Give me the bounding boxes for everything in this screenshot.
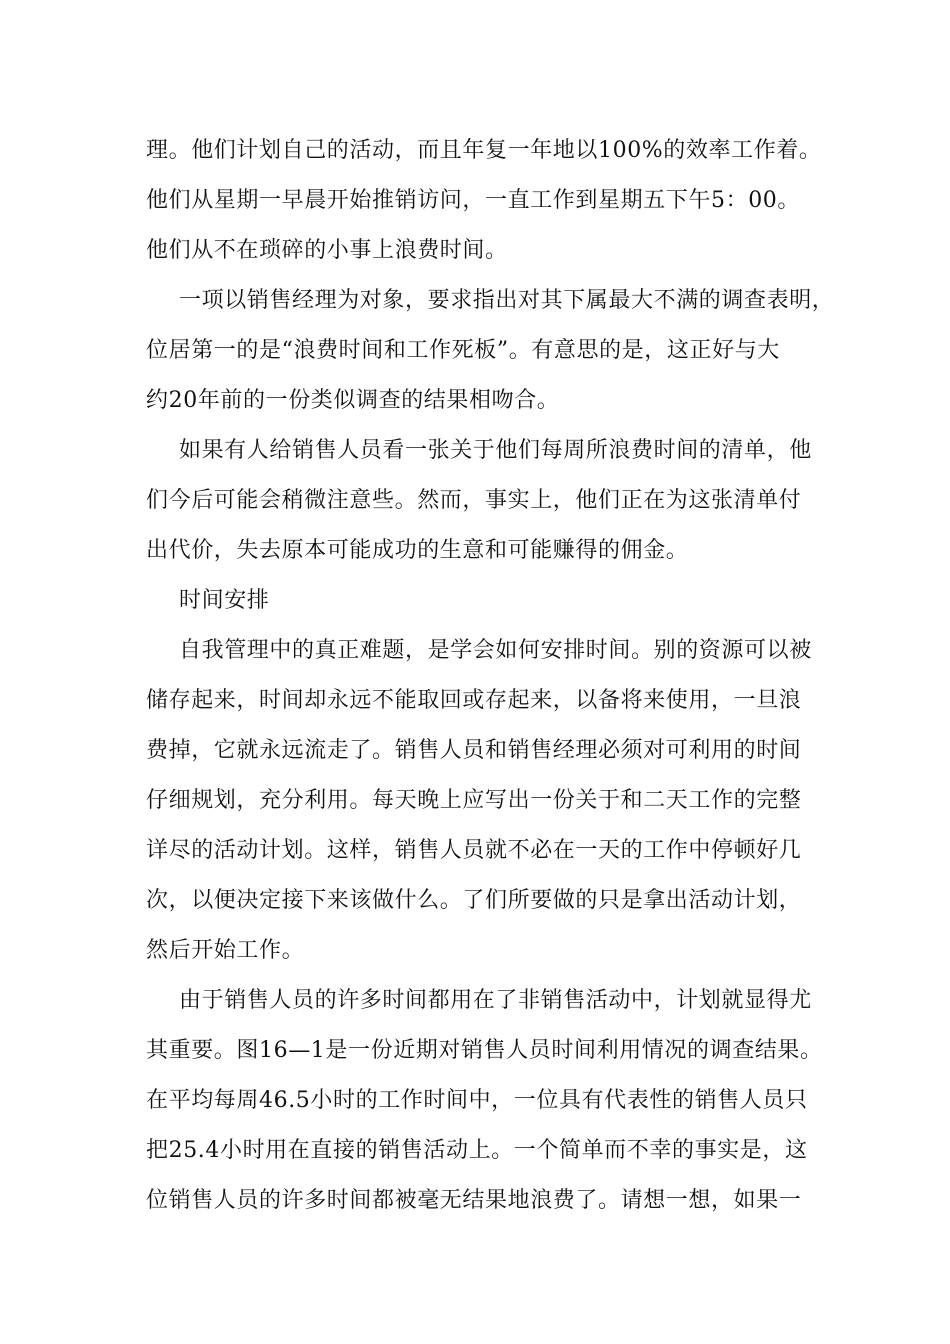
text-line: 次，以便决定接下来该做什么。了们所要做的只是拿出活动计划， xyxy=(146,888,802,913)
text-line: 位销售人员的许多时间都被毫无结果地浪费了。请想一想，如果一 xyxy=(146,1188,802,1213)
paragraph-first-line: 一项以销售经理为对象，要求指出对其下属最大不满的调查表明， xyxy=(179,288,835,313)
text-line: 他们从星期一早晨开始推销访问，一直工作到星期五下午5：00。 xyxy=(146,188,800,213)
text-line: 把25.4小时用在直接的销售活动上。一个简单而不幸的事实是，这 xyxy=(146,1138,808,1163)
text-line: 仔细规划，充分利用。每天晚上应写出一份关于和二天工作的完整 xyxy=(146,788,802,813)
text-line: 费掉，它就永远流走了。销售人员和销售经理必须对可利用的时间 xyxy=(146,738,802,763)
paragraph-first-line: 自我管理中的真正难题，是学会如何安排时间。别的资源可以被 xyxy=(179,638,812,663)
text-line: 然后开始工作。 xyxy=(146,938,305,963)
text-line: 们今后可能会稍微注意些。然而，事实上，他们正在为这张清单付 xyxy=(146,488,802,513)
section-heading: 时间安排 xyxy=(179,588,270,613)
text-line: 理。他们计划自己的活动，而且年复一年地以100%的效率工作着。 xyxy=(146,138,822,163)
text-line: 在平均每周46.5小时的工作时间中，一位具有代表性的销售人员只 xyxy=(146,1088,808,1113)
text-line: 他们从不在琐碎的小事上浪费时间。 xyxy=(146,238,508,263)
text-line: 详尽的活动计划。这样，销售人员就不必在一天的工作中停顿好几 xyxy=(146,838,802,863)
paragraph-first-line: 由于销售人员的许多时间都用在了非销售活动中，计划就显得尤 xyxy=(179,988,812,1013)
text-line: 储存起来，时间却永远不能取回或存起来，以备将来使用，一旦浪 xyxy=(146,688,802,713)
paragraph-first-line: 如果有人给销售人员看一张关于他们每周所浪费时间的清单，他 xyxy=(179,438,812,463)
text-line: 出代价，失去原本可能成功的生意和可能赚得的佣金。 xyxy=(146,538,689,563)
text-line: 其重要。图16—1是一份近期对销售人员时间利用情况的调查结果。 xyxy=(146,1038,823,1063)
text-line: 约20年前的一份类似调查的结果相吻合。 xyxy=(146,388,560,413)
text-line: 位居第一的是“浪费时间和工作死板”。有意思的是，这正好与大 xyxy=(146,338,780,363)
